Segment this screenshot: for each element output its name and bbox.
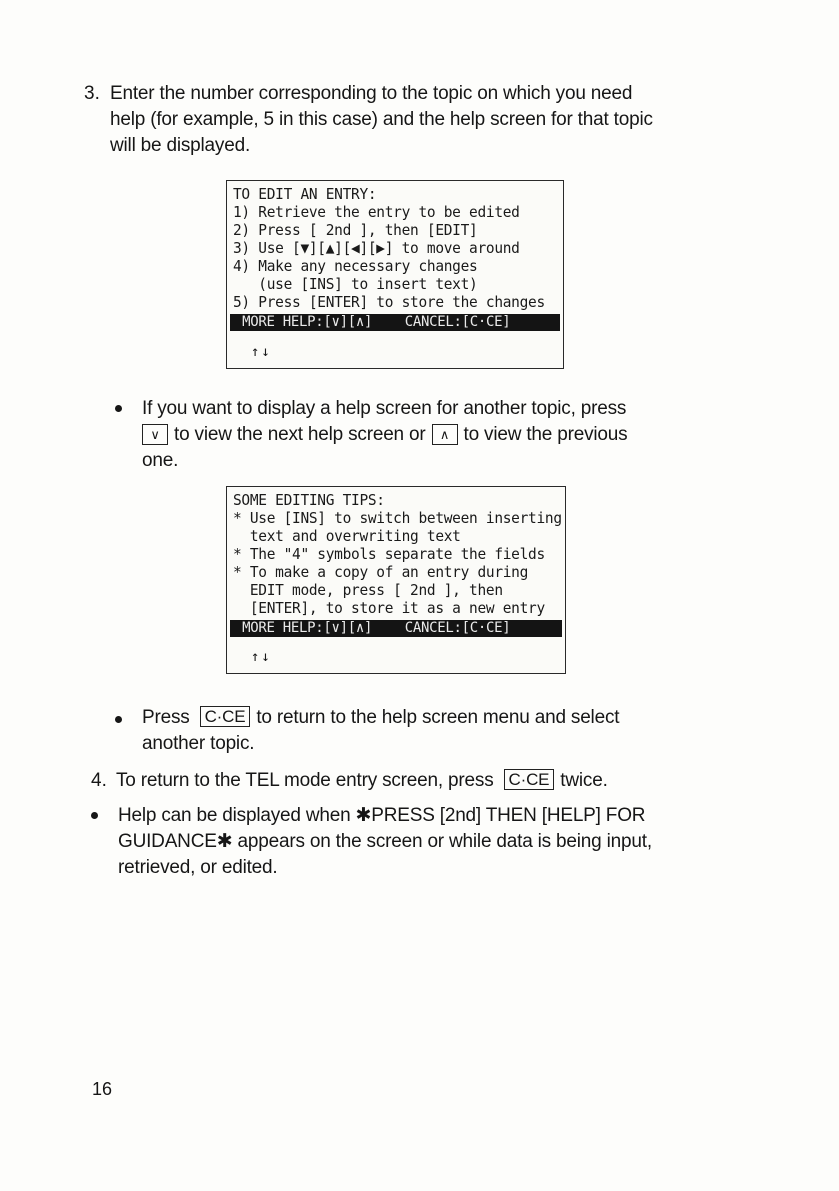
bullet1-line	[142, 422, 627, 448]
help-screen-editing-tips	[226, 486, 566, 674]
screen-line: 1) Retrieve the entry to be edited	[233, 204, 520, 222]
screen-line: 5) Press [ENTER] to store the changes	[233, 294, 545, 312]
bullet3-line: retrieved, or edited.	[118, 857, 278, 878]
screen-line: EDIT mode, press [ 2nd ], then	[233, 582, 503, 600]
screen-status-bar: MORE HELP:[∨][∧] CANCEL:[C·CE]	[230, 620, 562, 637]
screen-line: * To make a copy of an entry during	[233, 564, 529, 582]
step4-text	[116, 768, 608, 794]
bullet1-line	[142, 396, 627, 422]
help-screen-edit-entry	[226, 180, 564, 369]
bullet2-part: to return to the help screen menu and select	[256, 707, 620, 728]
screen-status-bar: MORE HELP:[∨][∧] CANCEL:[C·CE]	[230, 314, 560, 331]
step4-part: To return to the TEL mode entry screen, press	[116, 770, 494, 791]
step3-text	[110, 81, 653, 159]
scroll-arrows-icon: ↑↓	[251, 649, 272, 665]
screen-line: TO EDIT AN ENTRY:	[233, 186, 377, 204]
screen-line: * The "4" symbols separate the fields	[233, 546, 545, 564]
bullet-icon	[115, 716, 122, 723]
bullet1-part: one.	[142, 450, 179, 471]
c-ce-key: C·CE	[200, 706, 251, 727]
bullet1-text	[142, 396, 627, 474]
screen-line: 4) Make any necessary changes	[233, 258, 478, 276]
step4-part: twice.	[560, 770, 608, 791]
bullet2-text	[142, 705, 619, 757]
step3-line: will be displayed.	[110, 135, 251, 156]
bullet1-line	[142, 448, 627, 474]
bullet2-part: another topic.	[142, 733, 255, 754]
bullet-icon	[115, 405, 122, 412]
step-number: 3.	[84, 83, 100, 104]
c-ce-key: C·CE	[504, 769, 555, 790]
up-key: ∧	[432, 424, 458, 445]
bullet3-line: GUIDANCE✱ appears on the screen or while data is being input,	[118, 831, 652, 852]
screen-line: 3) Use [▼][▲][◀][▶] to move around	[233, 240, 520, 258]
step-number: 4.	[91, 770, 107, 791]
bullet2-line	[142, 705, 619, 731]
bullet1-part: to view the next help screen or	[174, 424, 426, 445]
screen-line: [ENTER], to store it as a new entry	[233, 600, 545, 618]
bullet2-part: Press	[142, 707, 190, 728]
step3-line: help (for example, 5 in this case) and the help screen for that topic	[110, 109, 653, 130]
page-number: 16	[92, 1079, 113, 1099]
scroll-arrows-icon: ↑↓	[251, 344, 272, 360]
bullet-icon	[91, 812, 98, 819]
screen-line: SOME EDITING TIPS:	[233, 492, 385, 510]
bullet3-text	[118, 803, 652, 881]
screen-line: 2) Press [ 2nd ], then [EDIT]	[233, 222, 478, 240]
screen-line: * Use [INS] to switch between inserting	[233, 510, 562, 528]
bullet1-part: If you want to display a help screen for another topic, press	[142, 398, 627, 419]
bullet1-part: to view the previous	[463, 424, 628, 445]
down-key: ∨	[142, 424, 168, 445]
bullet3-line: Help can be displayed when ✱PRESS [2nd] THEN [HELP] FOR	[118, 805, 646, 826]
bullet2-line	[142, 731, 619, 757]
screen-line: text and overwriting text	[233, 528, 461, 546]
step3-line: Enter the number corresponding to the topic on which you need	[110, 83, 633, 104]
screen-line: (use [INS] to insert text)	[233, 276, 478, 294]
